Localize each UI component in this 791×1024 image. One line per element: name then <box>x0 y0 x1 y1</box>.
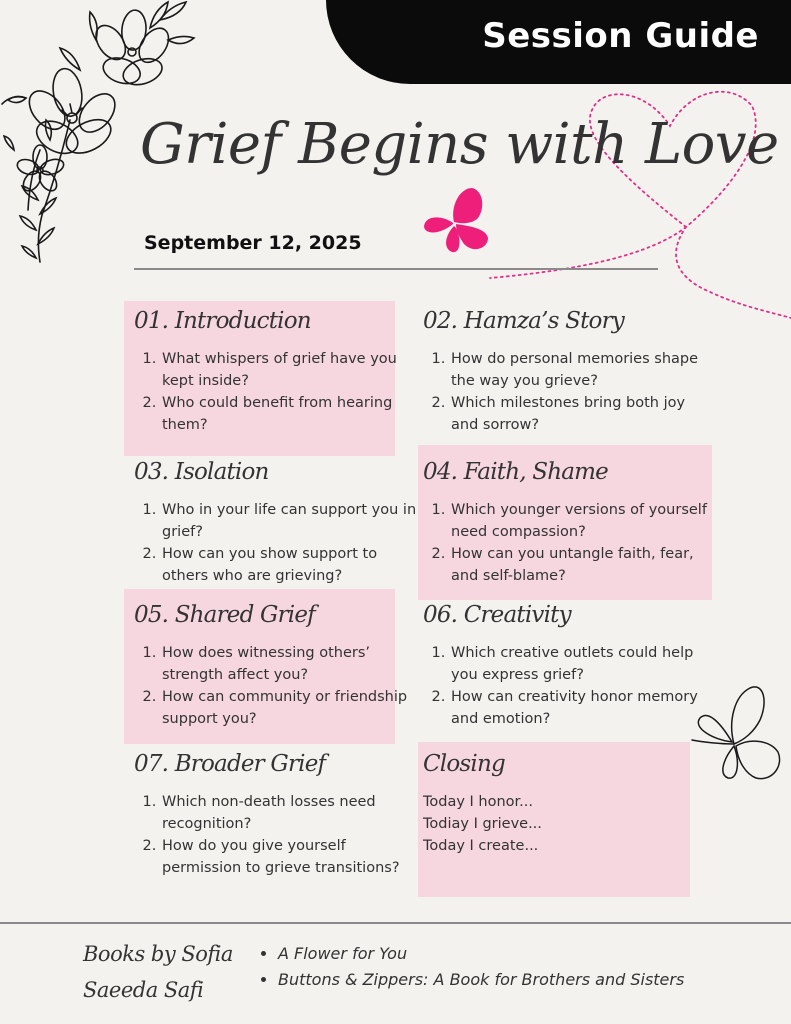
closing-lines <box>423 791 708 857</box>
question-item: 2. How can creativity honor memory and emotion? <box>450 686 708 730</box>
section-heading: 05. Shared Grief <box>134 602 315 628</box>
question-item: 2. How can community or friendship support you? <box>161 686 419 730</box>
question-list <box>134 642 419 730</box>
section-hamzas-story <box>423 308 708 436</box>
question-item: 1. Which younger versions of yourself need compassion? <box>450 499 708 543</box>
section-faith-shame <box>423 459 708 587</box>
section-heading: 04. Faith, Shame <box>423 459 608 485</box>
section-heading: 02. Hamza’s Story <box>423 308 624 334</box>
section-heading: 03. Isolation <box>134 459 269 485</box>
section-heading: 01. Introduction <box>134 308 311 334</box>
question-list <box>134 499 419 587</box>
question-list <box>423 642 708 730</box>
header-tab <box>326 0 791 84</box>
closing-line: Todiay I grieve... <box>423 816 542 832</box>
question-item: 1. Who in your life can support you in grief? <box>161 499 419 543</box>
question-item: 1. How do personal memories shape the way you grieve? <box>450 348 708 392</box>
question-item: 2. Which milestones bring both joy and sorrow? <box>450 392 708 436</box>
question-list <box>134 791 419 879</box>
question-list <box>423 499 708 587</box>
section-isolation <box>134 459 419 587</box>
book-list <box>258 941 684 993</box>
book-item: • Buttons & Zippers: A Book for Brothers and Sisters <box>278 967 684 993</box>
question-item: 1. How does witnessing others’ strength affect you? <box>161 642 419 686</box>
session-date: September 12, 2025 <box>144 232 362 254</box>
title-divider <box>134 268 658 270</box>
page-title: Grief Begins with Love <box>140 112 779 177</box>
question-list <box>134 348 419 436</box>
author-line: Books by Sofia <box>83 942 233 966</box>
question-item: 2. Who could benefit from hearing them? <box>161 392 419 436</box>
question-item: 1. Which non-death losses need recognition? <box>161 791 419 835</box>
question-list <box>423 348 708 436</box>
question-item: 1. What whispers of grief have you kept inside? <box>161 348 419 392</box>
author-line: Saeeda Safi <box>83 978 204 1002</box>
question-item: 1. Which creative outlets could help you express grief? <box>450 642 708 686</box>
book-item: • A Flower for You <box>278 941 684 967</box>
section-heading: Closing <box>423 751 505 777</box>
tab-title: Session Guide <box>482 16 759 56</box>
question-item: 2. How do you give yourself permission to grieve transitions? <box>161 835 419 879</box>
pink-butterfly-icon <box>420 184 494 258</box>
section-broader-grief <box>134 751 419 879</box>
closing-line: Today I honor... <box>423 794 534 810</box>
section-heading: 07. Broader Grief <box>134 751 326 777</box>
closing-line: Today I create... <box>423 838 539 854</box>
question-item: 2. How can you show support to others who are grieving? <box>161 543 419 587</box>
author-credit <box>83 936 233 1008</box>
section-heading: 06. Creativity <box>423 602 571 628</box>
section-creativity <box>423 602 708 730</box>
section-closing <box>423 751 708 857</box>
section-introduction <box>134 308 419 436</box>
question-item: 2. How can you untangle faith, fear, and self-blame? <box>450 543 708 587</box>
section-shared-grief <box>134 602 419 730</box>
footer-divider <box>0 922 791 924</box>
